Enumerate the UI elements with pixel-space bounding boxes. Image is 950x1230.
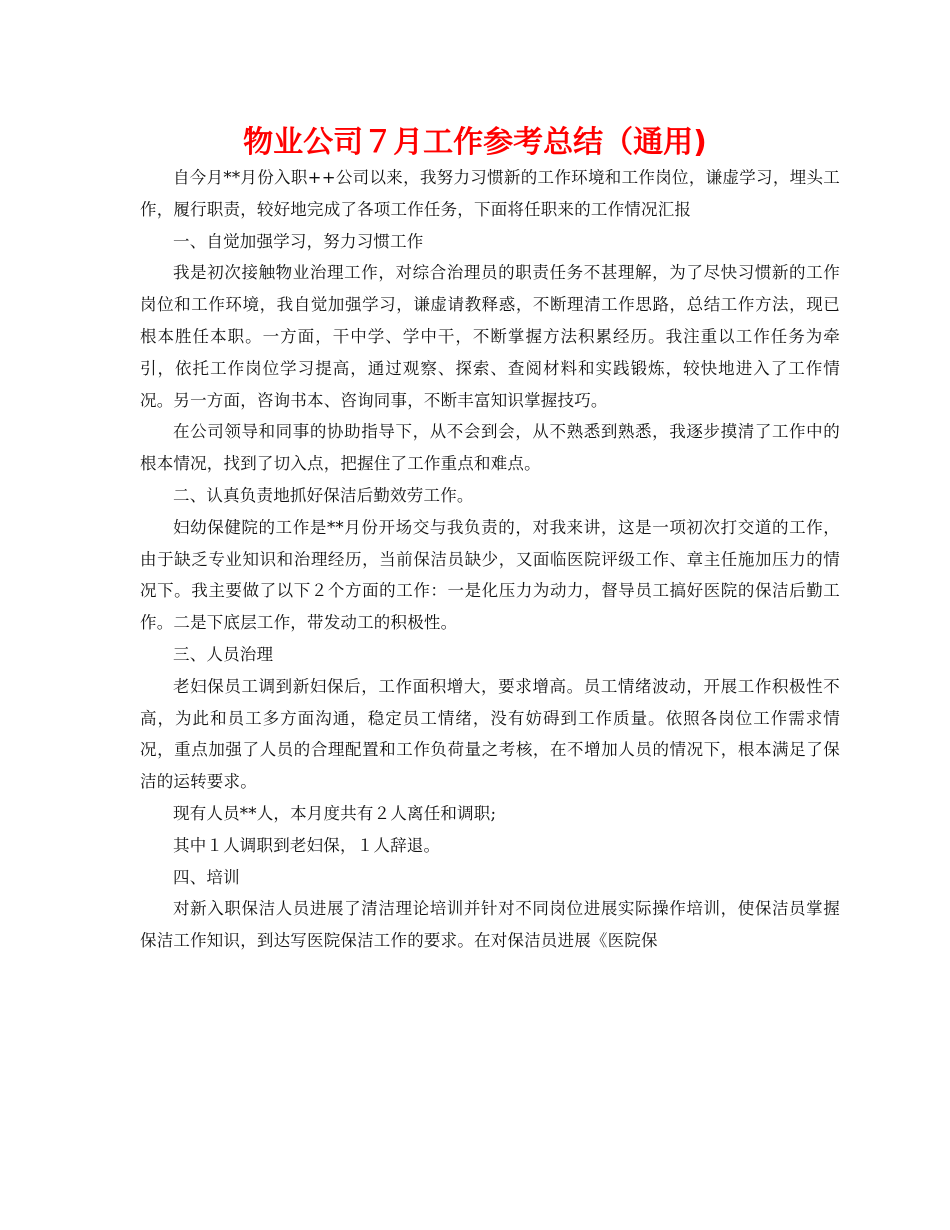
body-paragraph: 现有人员**人，本月度共有２人离任和调职; — [173, 803, 497, 823]
body-paragraph: 对新入职保洁人员进展了清洁理论培训并针对不同岗位进展实际操作培训，使保洁员掌握保洁工作知识，到达写医院保洁工作的要求。在对保洁员进展《医院保 — [140, 899, 840, 951]
section-heading-4: 四、培训 — [173, 867, 240, 887]
intro-paragraph: 自今月**月份入职++公司以来，我努力习惯新的工作环境和工作岗位，谦虚学习，埋头工作，履行职责，较好地完成了各项工作任务，下面将任职来的工作情况汇报 — [140, 168, 840, 219]
body-paragraph: 我是初次接触物业治理工作，对综合治理员的职责任务不甚理解，为了尽快习惯新的工作岗位和工作环境，我自觉加强学习，谦虚请教释惑，不断理清工作思路，总结工作方法，现已根本胜任本职。一方面，干中学、学中干，不断掌握方法积累经历。我注重以工作任务为牵引，依托工作岗位学习提高，通过观察、探索、查阅材料和实践锻炼，较快地进入了工作情况。另一方面，咨询书本、咨询同事，不断丰富知识掌握技巧。 — [140, 263, 840, 410]
body-paragraph: 其中１人调职到老妇保，１人辞退。 — [173, 835, 441, 855]
section-heading-2: 二、认真负责地抓好保洁后勤效劳工作。 — [173, 485, 474, 505]
section-heading-3: 三、人员治理 — [173, 644, 274, 664]
body-paragraph: 妇幼保健院的工作是**月份开场交与我负责的，对我来讲，这是一项初次打交道的工作，由于缺乏专业知识和治理经历，当前保洁员缺少，又面临医院评级工作、章主任施加压力的情况下。我主要做了以下２个方面的工作：一是化压力为动力，督导员工搞好医院的保洁后勤工作。二是下底层工作，带发动工的积极性。 — [140, 517, 840, 633]
body-paragraph: 老妇保员工调到新妇保后，工作面积增大，要求增高。员工情绪波动，开展工作积极性不高，为此和员工多方面沟通，稳定员工情绪，没有妨碍到工作质量。依照各岗位工作需求情况，重点加强了人员的合理配置和工作负荷量之考核，在不增加人员的情况下，根本满足了保洁的运转要求。 — [140, 676, 840, 792]
document-title: 物业公司７月工作参考总结（通用) — [243, 125, 707, 160]
body-paragraph: 在公司领导和同事的协助指导下，从不会到会，从不熟悉到熟悉，我逐步摸清了工作中的根本情况，找到了切入点，把握住了工作重点和难点。 — [140, 422, 840, 474]
section-heading-1: 一、自觉加强学习，努力习惯工作 — [173, 231, 424, 251]
document-body — [140, 162, 840, 957]
